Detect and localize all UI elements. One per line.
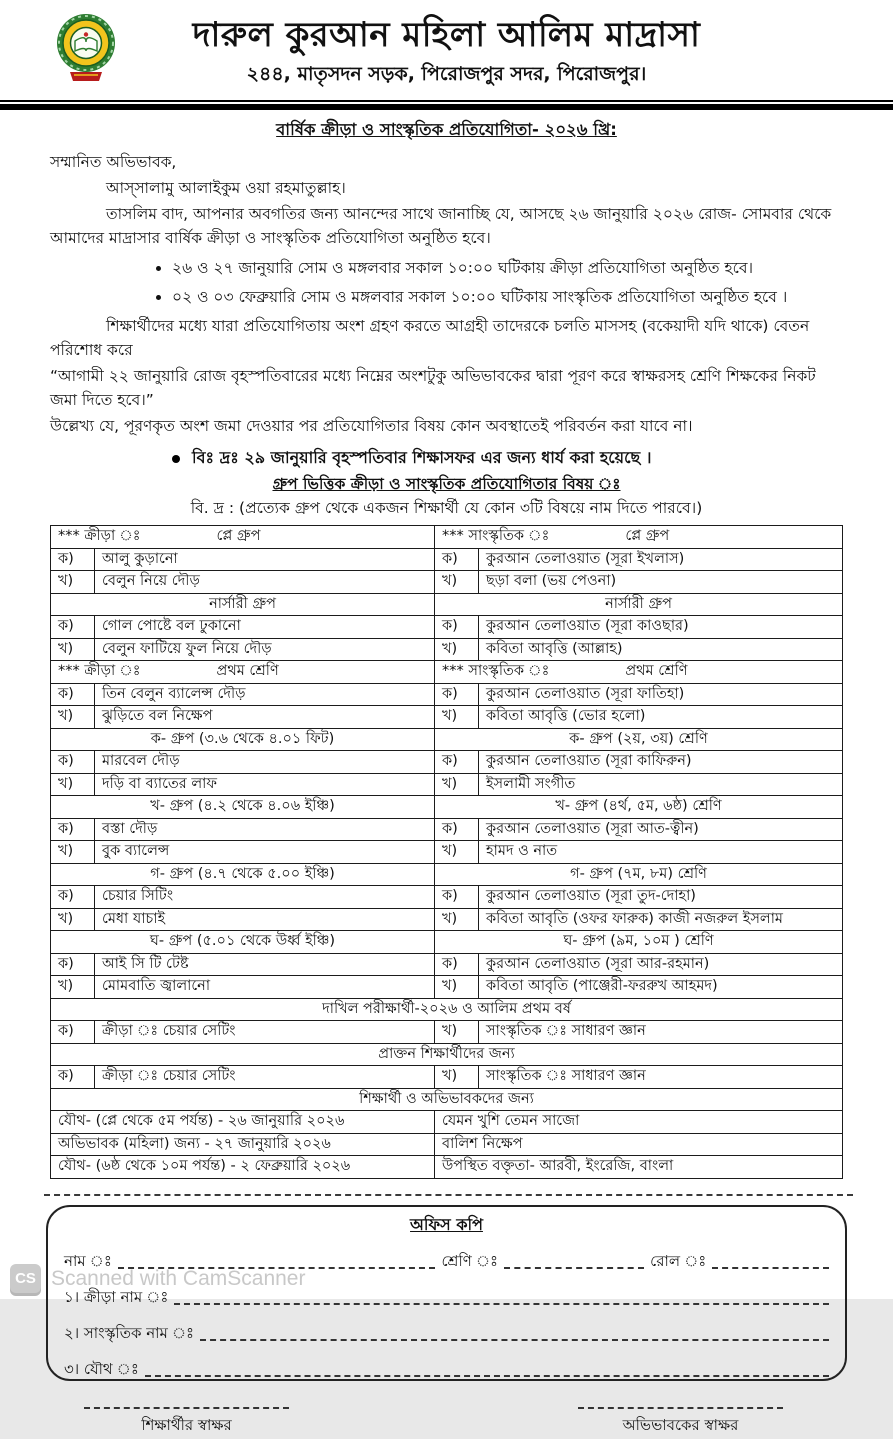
- schedule-right-cell: বালিশ নিক্ষেপ: [435, 1133, 843, 1156]
- table-row: [51, 773, 843, 796]
- item-label-cell: খ): [435, 1021, 479, 1044]
- schedule-bullet-cultural: • ০২ ও ০৩ ফেব্রুয়ারি সোম ও মঙ্গলবার সকাল ১০:০০ ঘটিকায় সাংস্কৃতিক প্রতিযোগিতা অনুষ্ঠিত হবে ।: [172, 285, 843, 309]
- item-label-cell: ক): [51, 683, 95, 706]
- table-row: [51, 863, 843, 886]
- name-label: নাম ঃ: [64, 1251, 112, 1270]
- sports-item-cell: ঝুড়িতে বল নিক্ষেপ: [95, 706, 435, 729]
- sports-group-section-cell: খ- গ্রুপ (৪.২ থেকে ৪.০৬ ইঞ্চি): [51, 796, 435, 819]
- table-row: [51, 526, 843, 549]
- intro-paragraph: তাসলিম বাদ, আপনার অবগতির জন্য আনন্দের সাথে জানাচ্ছি যে, আসছে ২৬ জানুয়ারি ২০২৬ রোজ- সোমবার থেকে আমাদের মাদ্রাসার বার্ষিক ক্রীড়া ও সাংস্কৃতিক প্রতিযোগিতা অনুষ্ঠিত হবে।: [50, 205, 832, 247]
- cultural-item-cell: সাংস্কৃতিক ঃ সাধারণ জ্ঞান: [479, 1066, 843, 1089]
- cultural-item-cell: কুরআন তেলাওয়াত (সূরা ফাতিহা): [479, 683, 843, 706]
- sports-item-cell: আই সি টি টেষ্ট: [95, 953, 435, 976]
- table-row: [51, 728, 843, 751]
- item-label-cell: খ): [51, 773, 95, 796]
- cultural-item-cell: ছড়া বলা (ভয় পেওনা): [479, 571, 843, 594]
- table-row: [51, 661, 843, 684]
- sports-item-cell: বেলুন ফাটিয়ে ফুল নিয়ে দৌড়: [95, 638, 435, 661]
- table-row: [51, 953, 843, 976]
- cultural-group-section-cell: ঘ- গ্রুপ (৯ম, ১০ম ) শ্রেণি: [435, 931, 843, 954]
- sports-item-cell: মারবেল দৌড়: [95, 751, 435, 774]
- sports-item-cell: বুক ব্যালেন্স: [95, 841, 435, 864]
- fee-paragraph: শিক্ষার্থীদের মধ্যে যারা প্রতিযোগিতায় অংশ গ্রহণ করতে আগ্রহী তাদেরকে চলতি মাসসহ (বকেয়াদী যদি থাকে) বেতন পরিশোধ করে: [50, 317, 810, 359]
- item-label-cell: খ): [51, 908, 95, 931]
- joint-fill-line: [145, 1375, 829, 1377]
- class-fill-line: [504, 1267, 644, 1269]
- table-row: [51, 908, 843, 931]
- table-row: [51, 638, 843, 661]
- student-signature-label: শিক্ষার্থীর স্বাক্ষর: [141, 1415, 232, 1434]
- item-label-cell: ক): [51, 1066, 95, 1089]
- guardian-signature-line: [578, 1407, 783, 1409]
- cultural-item-cell: কবিতা আবৃত্তি (আল্লাহ): [479, 638, 843, 661]
- item-label-cell: ক): [51, 953, 95, 976]
- table-row: [51, 886, 843, 909]
- item-label-cell: খ): [435, 908, 479, 931]
- cultural-item-cell: সাংস্কৃতিক ঃ সাধারণ জ্ঞান: [479, 1021, 843, 1044]
- student-signature: [84, 1407, 289, 1439]
- sports-item-cell: আলু কুড়ানো: [95, 548, 435, 571]
- sports-name-label: ১। ক্রীড়া নাম ঃ: [64, 1287, 169, 1306]
- camscanner-text: Scanned with CamScanner: [51, 1266, 306, 1290]
- cultural-item-cell: কুরআন তেলাওয়াত (সূরা কাওছার): [479, 616, 843, 639]
- cultural-name-fill-line: [200, 1339, 829, 1341]
- item-label-cell: খ): [51, 841, 95, 864]
- cultural-name-label: ২। সাংস্কৃতিক নাম ঃ: [64, 1323, 195, 1342]
- school-name: দারুল কুরআন মহিলা আলিম মাদ্রাসা: [192, 15, 701, 55]
- cultural-category-header-cell: *** সাংস্কৃতিক ঃ প্রথম শ্রেণি: [435, 661, 843, 684]
- table-row: [51, 1111, 843, 1134]
- table-note: বি. দ্র : (প্রত্যেক গ্রুপ থেকে একজন শিক্ষার্থী যে কোন ৩টি বিষয়ে নাম দিতে পারবে।): [190, 499, 703, 517]
- table-row: [51, 796, 843, 819]
- item-label-cell: খ): [51, 571, 95, 594]
- roll-label: রোল ঃ: [650, 1251, 707, 1270]
- office-copy-title: অফিস কপি: [410, 1214, 483, 1234]
- table-row: [51, 1133, 843, 1156]
- header-divider-thin: [0, 100, 893, 102]
- item-label-cell: ক): [51, 1021, 95, 1044]
- table-row: [51, 931, 843, 954]
- roll-fill-line: [712, 1267, 829, 1269]
- item-label-cell: খ): [435, 638, 479, 661]
- table-row: [51, 548, 843, 571]
- item-label-cell: খ): [435, 1066, 479, 1089]
- sports-item-cell: দড়ি বা ব্যাতের লাফ: [95, 773, 435, 796]
- table-row: [51, 976, 843, 999]
- cultural-item-cell: কুরআন তেলাওয়াত (সূরা কাফিরুন): [479, 751, 843, 774]
- cultural-item-cell: কবিতা আবৃতি (পাঞ্জেরী-ফররুখ আহমদ): [479, 976, 843, 999]
- item-label-cell: খ): [51, 638, 95, 661]
- letterhead: [0, 0, 893, 92]
- field-trip-note-text: বিঃ দ্রঃ ২৯ জানুয়ারি বৃহস্পতিবার শিক্ষাসফর এর জন্য ধার্য করা হয়েছে ।: [192, 448, 652, 467]
- item-label-cell: ক): [435, 818, 479, 841]
- item-label-cell: খ): [435, 773, 479, 796]
- sports-item-cell: ক্রীড়া ঃ চেয়ার সেটিং: [95, 1021, 435, 1044]
- salutation: সম্মানিত অভিভাবক,: [50, 153, 177, 171]
- table-row: [51, 593, 843, 616]
- header-divider-thick: [0, 104, 893, 110]
- table-row: [51, 706, 843, 729]
- sports-group-section-cell: নার্সারী গ্রুপ: [51, 593, 435, 616]
- sports-item-cell: বেলুন নিয়ে দৌড়: [95, 571, 435, 594]
- sports-item-cell: মোমবাতি জ্বালানো: [95, 976, 435, 999]
- camscanner-icon: CS: [10, 1264, 41, 1293]
- competition-table: [50, 525, 843, 1179]
- full-width-section-cell: দাখিল পরীক্ষার্থী-২০২৬ ও আলিম প্রথম বর্ষ: [51, 998, 843, 1021]
- item-label-cell: ক): [435, 683, 479, 706]
- sports-group-section-cell: ঘ- গ্রুপ (৫.০১ থেকে উর্ধ্ব ইঞ্চি): [51, 931, 435, 954]
- table-row: [51, 1088, 843, 1111]
- school-address: ২৪৪, মাতৃসদন সড়ক, পিরোজপুর সদর, পিরোজপুর।: [246, 63, 647, 85]
- table-row: [51, 818, 843, 841]
- greeting-line: আস্সালামু আলাইকুম ওয়া রহমাতুল্লাহ।: [106, 179, 346, 197]
- table-row: [51, 1021, 843, 1044]
- schedule-left-cell: যৌথ- (৬ষ্ঠ থেকে ১০ম পর্যন্ত) - ২ ফেব্রুয়ারি ২০২৬: [51, 1156, 435, 1179]
- full-width-section-cell: প্রাক্তন শিক্ষার্থীদের জন্য: [51, 1043, 843, 1066]
- joint-label: ৩। যৌথ ঃ: [64, 1359, 139, 1378]
- notice-body: [0, 144, 893, 1179]
- cultural-item-cell: কুরআন তেলাওয়াত (সূরা আত-ত্বীন): [479, 818, 843, 841]
- sports-category-header-cell: *** ক্রীড়া ঃ প্লে গ্রুপ: [51, 526, 435, 549]
- schedule-right-cell: উপস্থিত বক্তৃতা- আরবী, ইংরেজি, বাংলা: [435, 1156, 843, 1179]
- item-label-cell: খ): [435, 841, 479, 864]
- sports-item-cell: মেধা যাচাই: [95, 908, 435, 931]
- item-label-cell: খ): [51, 706, 95, 729]
- item-label-cell: ক): [435, 548, 479, 571]
- cultural-group-section-cell: নার্সারী গ্রুপ: [435, 593, 843, 616]
- schedule-right-cell: যেমন খুশি তেমন সাজো: [435, 1111, 843, 1134]
- sports-item-cell: গোল পোষ্টে বল ঢুকানো: [95, 616, 435, 639]
- item-label-cell: ক): [435, 953, 479, 976]
- submission-quote: “আগামী ২২ জানুয়ারি রোজ বৃহস্পতিবারের মধ্যে নিম্নের অংশটুকু অভিভাবকের দ্বারা পূরণ করে স্বাক্ষরসহ শ্রেণি শিক্ষকের নিকট জমা দিতে হবে।”: [50, 367, 816, 409]
- sports-category-header-cell: *** ক্রীড়া ঃ প্রথম শ্রেণি: [51, 661, 435, 684]
- cultural-group-section-cell: খ- গ্রুপ (৪র্থ, ৫ম, ৬ষ্ঠ) শ্রেণি: [435, 796, 843, 819]
- cultural-item-cell: কুরআন তেলাওয়াত (সূরা আর-রহমান): [479, 953, 843, 976]
- signature-row: [84, 1407, 783, 1439]
- guardian-signature: [578, 1407, 783, 1439]
- cultural-group-section-cell: গ- গ্রুপ (৭ম, ৮ম) শ্রেণি: [435, 863, 843, 886]
- table-row: [51, 751, 843, 774]
- cultural-item-cell: হামদ ও নাত: [479, 841, 843, 864]
- table-row: [51, 1066, 843, 1089]
- cultural-group-section-cell: ক- গ্রুপ (২য়, ৩য়) শ্রেণি: [435, 728, 843, 751]
- schedule-left-cell: যৌথ- (প্লে থেকে ৫ম পর্যন্ত) - ২৬ জানুয়ারি ২০২৬: [51, 1111, 435, 1134]
- camscanner-watermark: [10, 1264, 305, 1293]
- table-row: [51, 841, 843, 864]
- cultural-name-row: [64, 1322, 829, 1347]
- table-heading: গ্রুপ ভিত্তিক ক্রীড়া ও সাংস্কৃতিক প্রতিযোগিতার বিষয় ঃ: [272, 475, 621, 493]
- class-label: শ্রেণি ঃ: [441, 1251, 499, 1270]
- cultural-item-cell: কুরআন তেলাওয়াত (সূরা ইখলাস): [479, 548, 843, 571]
- madrasa-emblem-icon: [52, 10, 120, 86]
- sports-item-cell: তিন বেলুন ব্যালেন্স দৌড়: [95, 683, 435, 706]
- sports-item-cell: বস্তা দৌড়: [95, 818, 435, 841]
- student-signature-line: [84, 1407, 289, 1409]
- item-label-cell: ক): [435, 886, 479, 909]
- item-label-cell: ক): [51, 818, 95, 841]
- sports-item-cell: চেয়ার সিটিং: [95, 886, 435, 909]
- cultural-item-cell: কবিতা আবৃত্তি (ভোর হলো): [479, 706, 843, 729]
- item-label-cell: খ): [435, 571, 479, 594]
- item-label-cell: ক): [435, 616, 479, 639]
- cultural-item-cell: কুরআন তেলাওয়াত (সূরা তুদ-দোহা): [479, 886, 843, 909]
- schedule-bullet-sports: • ২৬ ও ২৭ জানুয়ারি সোম ও মঙ্গলবার সকাল ১০:০০ ঘটিকায় ক্রীড়া প্রতিযোগিতা অনুষ্ঠিত হবে।: [172, 256, 843, 280]
- table-row: [51, 1156, 843, 1179]
- item-label-cell: খ): [435, 706, 479, 729]
- sports-group-section-cell: ক- গ্রুপ (৩.৬ থেকে ৪.০১ ফিট): [51, 728, 435, 751]
- schedule-left-cell: অভিভাবক (মহিলা) জন্য - ২৭ জানুয়ারি ২০২৬: [51, 1133, 435, 1156]
- item-label-cell: ক): [435, 751, 479, 774]
- field-trip-note: [172, 446, 843, 470]
- table-row: [51, 616, 843, 639]
- sports-item-cell: ক্রীড়া ঃ চেয়ার সেটিং: [95, 1066, 435, 1089]
- cultural-category-header-cell: *** সাংস্কৃতিক ঃ প্লে গ্রুপ: [435, 526, 843, 549]
- item-label-cell: ক): [51, 548, 95, 571]
- cut-line: [44, 1194, 853, 1196]
- sports-name-fill-line: [174, 1303, 829, 1305]
- item-label-cell: ক): [51, 886, 95, 909]
- item-label-cell: ক): [51, 751, 95, 774]
- item-label-cell: ক): [51, 616, 95, 639]
- table-row: [51, 683, 843, 706]
- notice-title: বার্ষিক ক্রীড়া ও সাংস্কৃতিক প্রতিযোগিতা- ২০২৬ খ্রি:: [276, 120, 617, 139]
- item-label-cell: খ): [435, 976, 479, 999]
- table-row: [51, 998, 843, 1021]
- cultural-item-cell: ইসলামী সংগীত: [479, 773, 843, 796]
- table-row: [51, 1043, 843, 1066]
- full-width-section-cell: শিক্ষার্থী ও অভিভাবকদের জন্য: [51, 1088, 843, 1111]
- no-change-note: উল্লেখ্য যে, পূরণকৃত অংশ জমা দেওয়ার পর প্রতিযোগিতার বিষয় কোন অবস্থাতেই পরিবর্তন করা যাবে না।: [50, 417, 693, 435]
- joint-row: [64, 1358, 829, 1383]
- bullet-dot-icon: [172, 455, 180, 463]
- sports-group-section-cell: গ- গ্রুপ (৪.৭ থেকে ৫.০০ ইঞ্চি): [51, 863, 435, 886]
- guardian-signature-label: অভিভাবকের স্বাক্ষর: [622, 1415, 739, 1434]
- schedule-list: [172, 256, 843, 309]
- item-label-cell: খ): [51, 976, 95, 999]
- table-row: [51, 571, 843, 594]
- cultural-item-cell: কবিতা আবৃতি (ওফর ফারুক) কাজী নজরুল ইসলাম: [479, 908, 843, 931]
